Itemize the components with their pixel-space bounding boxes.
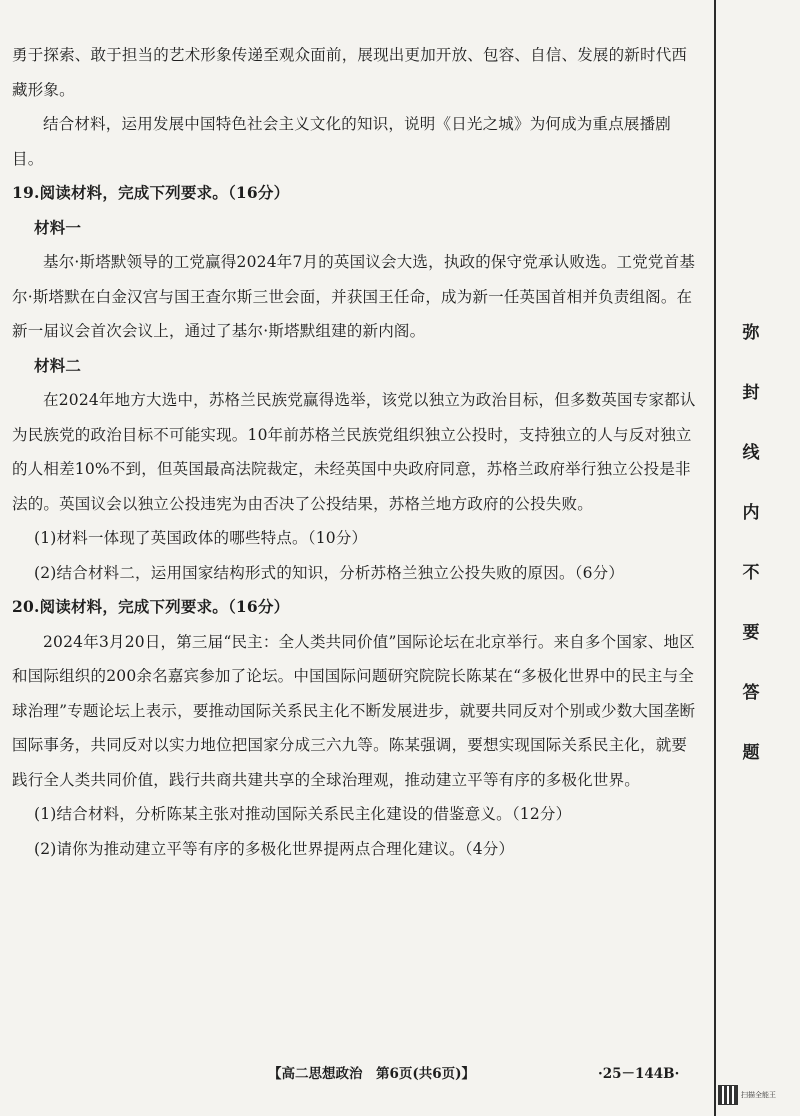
question-20-title: 20.阅读材料，完成下列要求。（16分） [12,597,290,616]
material-2-label: 材料二 [34,355,82,375]
seal-char: 弥 [742,323,760,343]
page-content [12,38,702,866]
qr-code-icon [718,1085,738,1105]
seal-warning-text [736,318,766,798]
seal-margin [714,0,800,1116]
question-18-prompt: 结合材料，运用发展中国特色社会主义文化的知识，说明《日光之城》为何成为重点展播剧目。 [12,115,672,168]
footer-exam-code: ·25－144B· [598,1066,680,1082]
scanner-label: 扫描全能王 [741,1091,776,1099]
scanner-watermark [718,1084,792,1106]
seal-line [714,0,716,1116]
question-19-sub-2: (2)结合材料二，运用国家结构形式的知识，分析苏格兰独立公投失败的原因。（6分） [34,563,625,582]
question-19-sub-1: (1)材料一体现了英国政体的哪些特点。（10分） [34,529,368,547]
material-1-text: 基尔·斯塔默领导的工党赢得2024年7月的英国议会大选，执政的保守党承认败选。工党党首基尔·斯塔默在白金汉宫与国王查尔斯三世会面，并获国王任命，成为新一任英国首相并负责组阁。在新一届议会首次会议上，通过了基尔·斯塔默组建的新内阁。 [12,253,696,340]
seal-char: 答 [742,683,760,703]
continued-paragraph: 勇于探索、敢于担当的艺术形象传递至观众面前，展现出更加开放、包容、自信、发展的新时代西藏形象。 [12,46,688,99]
seal-char: 线 [742,443,760,463]
question-19-title: 19.阅读材料，完成下列要求。（16分） [12,183,290,202]
seal-char: 封 [742,383,760,403]
question-20-sub-2: (2)请你为推动建立平等有序的多极化世界提两点合理化建议。（4分） [34,839,515,858]
seal-char: 不 [742,563,760,583]
footer-page-info: 【高二思想政治 第6页(共6页)】 [268,1066,476,1082]
question-20-material: 2024年3月20日，第三届“民主：全人类共同价值”国际论坛在北京举行。来自多个国家、地区和国际组织的200余名嘉宾参加了论坛。中国国际问题研究院院长陈某在“多极化世界中的民主与全球治理”专题论坛上表示，要推动国际关系民主化不断发展进步，就要共同反对个别或少数大国垄断国际事务，共同反对以实力地位把国家分成三六九等。陈某强调，要想实现国际关系民主化，就要践行全人类共同价值，践行共商共建共享的全球治理观，推动建立平等有序的多极化世界。 [12,632,696,789]
material-1-label: 材料一 [34,217,82,237]
seal-char: 要 [742,623,760,643]
seal-char: 题 [742,743,760,763]
seal-char: 内 [742,503,760,523]
question-20-sub-1: (1)结合材料，分析陈某主张对推动国际关系民主化建设的借鉴意义。（12分） [34,805,572,823]
page-footer [0,1062,714,1092]
material-2-text: 在2024年地方大选中，苏格兰民族党赢得选举，该党以独立为政治目标，但多数英国专家都认为民族党的政治目标不可能实现。10年前苏格兰民族党组织独立公投时，支持独立的人与反对独立的人相差10%不到，但英国最高法院裁定，未经英国中央政府同意，苏格兰政府举行独立公投是非法的。英国议会以独立公投违宪为由否决了公投结果，苏格兰地方政府的公投失败。 [12,391,696,513]
